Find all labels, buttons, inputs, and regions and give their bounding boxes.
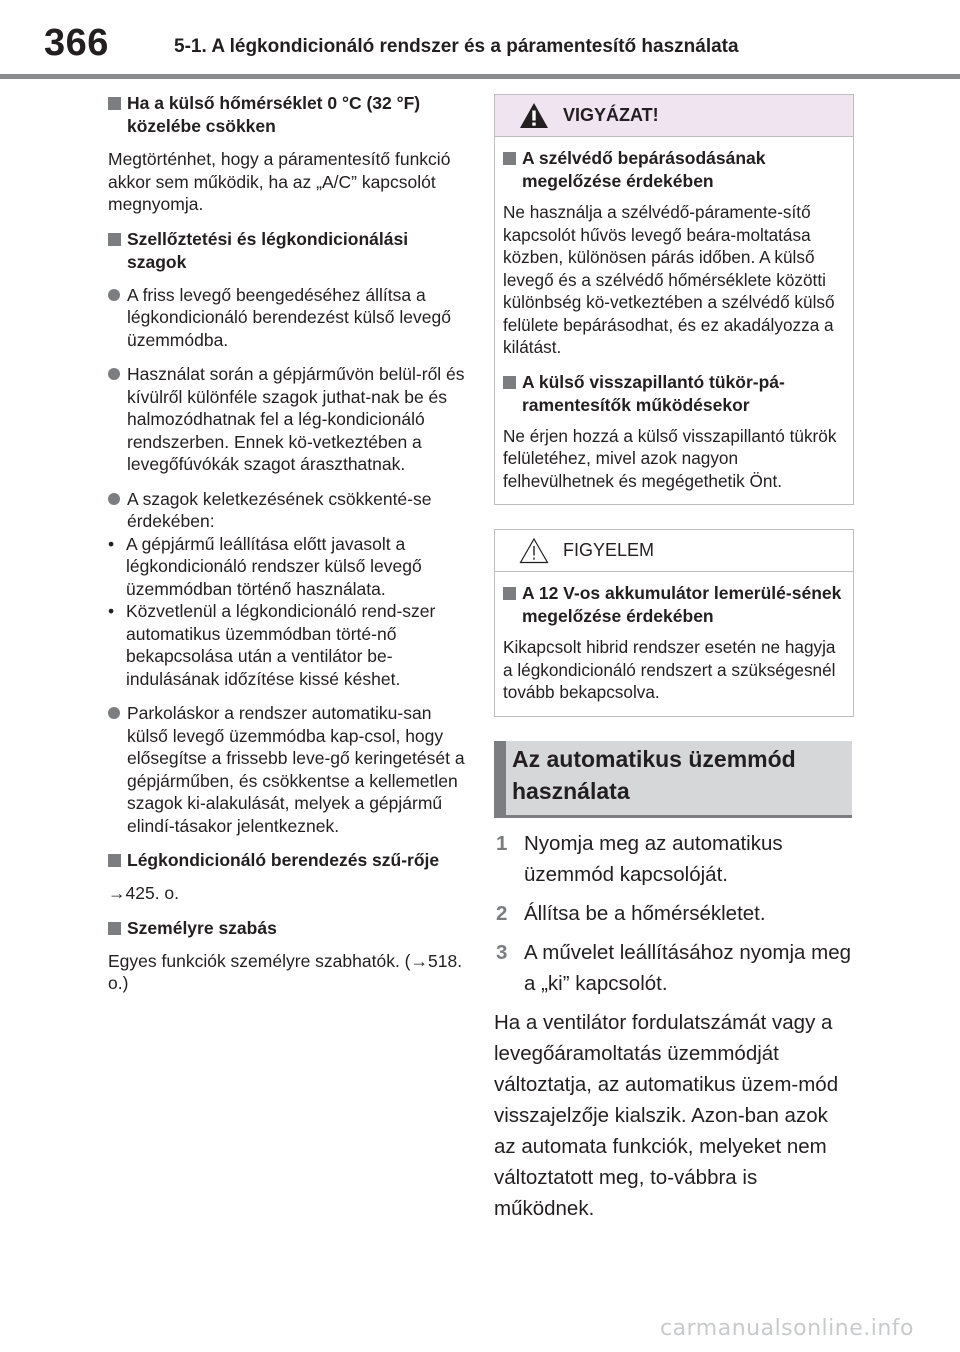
bullet-item: A szagok keletkezésének csökkenté-se érdekében:: [108, 488, 470, 533]
page-footer: [0, 1312, 960, 1352]
caution-subheading: A szélvédő bepárásodásának megelőzése érdekében: [503, 147, 843, 193]
warning-outline-icon: [519, 537, 549, 564]
subheading-customization: Személyre szabás: [108, 917, 470, 940]
bullet-item: Parkoláskor a rendszer automatiku-san külső levegő üzemmódba kap-csol, hogy elősegítse a frissebb leve-gő keringetését a gépjárműben, és csökkentse a kellemetlen szagok ki-alakulását, melyek a gépjármű elindí-tásakor jelentkeznek.: [108, 702, 470, 837]
page-header: [0, 0, 960, 78]
steps-list: [494, 828, 854, 999]
caution-paragraph: Ne használja a szélvédő-páramente-sítő kapcsolót hűvös levegő beára-moltatása közben, különösen párás időben. A külső levegő és a szélvédő hőmérséklete közötti különbség kö-vetkeztében a szélvédő külső felülete bepárásodhat, és ez akadályozza a kilátást.: [503, 202, 835, 357]
caution-paragraph: Ne érjen hozzá a külső visszapillantó tükrök felületéhez, mivel azok nagyon felhevülhetnek és megégethetik Önt.: [503, 425, 837, 491]
notice-label: FIGYELEM: [563, 540, 655, 560]
step-item: [494, 898, 854, 929]
bullet-item-with-subitems: [108, 488, 470, 691]
step-item: [494, 937, 854, 999]
page-reference-filter: →425. o.: [108, 883, 180, 903]
square-bullet-icon: [108, 922, 121, 935]
caution-body: [495, 137, 853, 504]
step-text: A művelet leállításához nyomja meg a „ki” kapcsolót.: [524, 940, 852, 995]
notice-header: [495, 530, 853, 572]
step-text: Nyomja meg az automatikus üzemmód kapcsolóját.: [524, 831, 783, 886]
square-bullet-icon: [503, 152, 516, 165]
page-number: 366: [44, 22, 109, 64]
square-bullet-icon: [503, 376, 516, 389]
notice-body: [495, 572, 853, 716]
circle-bullet-icon: [108, 493, 120, 505]
circle-bullet-icon: [108, 368, 120, 380]
section-title-line2: használata: [512, 777, 630, 804]
circle-bullet-icon: [108, 707, 120, 719]
sub-bullet-item: • Közvetlenül a légkondicionáló rend-szer automatikus üzemmódban törté-nő bekapcsolása után a ventilátor be-indulásának időzítése kissé késhet.: [108, 601, 436, 689]
section-title-line1: Az automatikus üzemmód: [512, 745, 796, 772]
paragraph-outside-temp: Megtörténhet, hogy a páramentesítő funkció akkor sem működik, ha az „A/C” kapcsolót megnyomja.: [108, 149, 451, 214]
caution-header: [495, 95, 853, 137]
right-column: [494, 94, 854, 1224]
caution-subheading: A külső visszapillantó tükör-pá-ramentesítők működésekor: [503, 371, 843, 417]
chapter-title: 5-1. A légkondicionáló rendszer és a páramentesítő használata: [174, 36, 739, 57]
notice-subheading: A 12 V-os akkumulátor lemerülé-sének megelőzése érdekében: [503, 582, 843, 628]
square-bullet-icon: [108, 233, 121, 246]
section-heading: [494, 741, 852, 818]
subheading-outside-temp: Ha a külső hőmérséklet 0 °C (32 °F) közelébe csökken: [108, 92, 470, 138]
step-number: 3: [496, 940, 508, 964]
square-bullet-icon: [503, 587, 516, 600]
caution-box: [494, 94, 854, 505]
step-number: 2: [496, 901, 508, 925]
square-bullet-icon: [108, 854, 121, 867]
notice-box: [494, 529, 854, 717]
watermark: carmanualsonline.info: [660, 1316, 914, 1341]
step-text: Állítsa be a hőmérsékletet.: [524, 901, 766, 925]
notice-paragraph: Kikapcsolt hibrid rendszer esetén ne hagyja a légkondicionáló rendszert a szükségesnél tovább bekapcsolva.: [503, 637, 836, 702]
step-item: [494, 828, 854, 890]
sub-bullet-item: • A gépjármű leállítása előtt javasolt a légkondicionáló rendszer külső levegő üzemmódban történő használata.: [108, 533, 422, 599]
closing-paragraph: Ha a ventilátor fordulatszámát vagy a levegőáramoltatás üzemmódját változtatja, az automatikus üzem-mód visszajelzője kialszik. Azon-ban azok az automata funkciók, melyeket nem változtatott meg, to-vábbra is működnek.: [494, 1010, 839, 1220]
subheading-filter: Légkondicionáló berendezés szű-rője: [108, 849, 470, 872]
bullet-item: A friss levegő beengedéséhez állítsa a légkondicionáló berendezést külső levegő üzemmódba.: [108, 284, 470, 352]
step-number: 1: [496, 831, 508, 855]
subheading-odors: Szellőztetési és légkondicionálási szagok: [108, 228, 470, 274]
header-divider: [0, 74, 960, 79]
caution-label: VIGYÁZAT!: [563, 105, 659, 125]
square-bullet-icon: [108, 97, 121, 110]
paragraph-customization: Egyes funkciók személyre szabhatók. (→518. o.): [108, 950, 463, 993]
warning-triangle-icon: [519, 102, 549, 129]
left-column: [108, 92, 470, 1007]
circle-bullet-icon: [108, 289, 120, 301]
bullet-item: Használat során a gépjárművön belül-ről és kívülről különféle szagok juthat-nak be és halmozódhatnak fel a lég-kondicionáló rendszerben. Ennek kö-vetkeztében a levegőfúvókák szagot áraszthatnak.: [108, 363, 470, 476]
